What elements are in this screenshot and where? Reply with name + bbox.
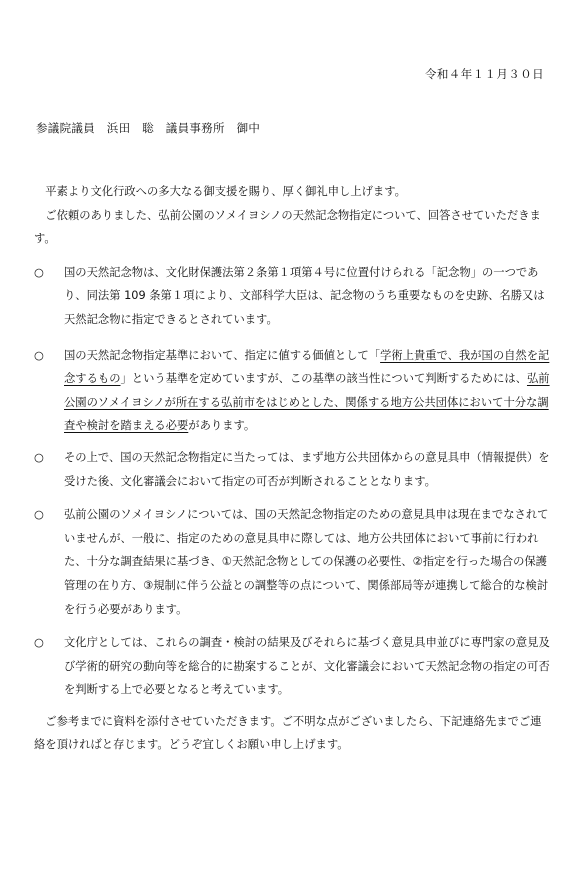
list-item-text: その上で、国の天然記念物指定に当たっては、まず地方公共団体からの意見具申（情報提供）を受けた後、文化審議会において指定の可否が判断されることとなります。 [64, 450, 550, 488]
bullet-circle: ○ [34, 265, 44, 279]
bullet-circle: ○ [34, 508, 44, 522]
list-item [34, 503, 552, 621]
list-item [34, 261, 552, 332]
letter-body [34, 180, 552, 757]
list-item [34, 631, 552, 702]
letter-date: 令和４年１１月３０日 [425, 67, 544, 81]
underlined-text: 弘前公園のソメイヨシノが所在する弘前市をはじめとした、関係する地方公共団体において十分な調査や検討を踏まえる必要 [64, 372, 550, 433]
list-item-text [64, 344, 552, 438]
bullet-circle: ○ [34, 450, 44, 464]
list-item-text: 文化庁としては、これらの調査・検討の結果及びそれらに基づく意見具申並びに専門家の意見及び学術的研究の動向等を総合的に勘案することが、文化審議会において天然記念物の指定の可否を判断する上で必要となると考えています。 [64, 636, 550, 697]
list-item [34, 446, 552, 493]
list-item-text: 国の天然記念物は、文化財保護法第２条第１項第４号に位置付けられる「記念物」の一つであり、同法第 109 条第１項により、文部科学大臣は、記念物のうち重要なものを史跡、名勝又は天然記念物に指定できるとされています。 [64, 265, 545, 326]
closing-paragraph: ご参考までに資料を添付させていただきます。ご不明な点がございましたら、下記連絡先までご連絡を頂ければと存じます。どうぞ宜しくお願い申し上げます。 [34, 714, 542, 752]
list-item-text-part: 」という基準を定めていますが、この基準の該当性について判断するためには、 [120, 372, 527, 386]
list-item-text-part: 国の天然記念物指定基準において、指定に値する価値として「 [64, 348, 381, 362]
list-item [34, 344, 552, 438]
opening-paragraph-2: ご依頼のありました、弘前公園のソメイヨシノの天然記念物指定について、回答させていただきます。 [34, 208, 541, 246]
bullet-circle: ○ [34, 636, 44, 650]
list-item-text: 弘前公園のソメイヨシノについては、国の天然記念物指定のための意見具申は現在までなされていませんが、一般に、指定のための意見具申に際しては、地方公共団体において事前に行われた、十分な調査結果に基づき、①天然記念物としての保護の必要性、②指定を行った場合の保護管理の在り方、③規制に伴う公益との調整等の点について、関係部局等が連携して総合的な検討を行う必要があります。 [64, 508, 549, 616]
opening-paragraph-1: 平素より文化行政への多大なる御支援を賜り、厚く御礼申し上げます。 [45, 185, 406, 198]
bullet-circle: ○ [34, 348, 44, 362]
letter-addressee: 参議院議員 浜田 聡 議員事務所 御中 [36, 121, 261, 135]
list-item-text-part: があります。 [188, 419, 256, 433]
underlined-text: 学術上貴重で、我が国の自然を記念するもの [64, 348, 550, 386]
